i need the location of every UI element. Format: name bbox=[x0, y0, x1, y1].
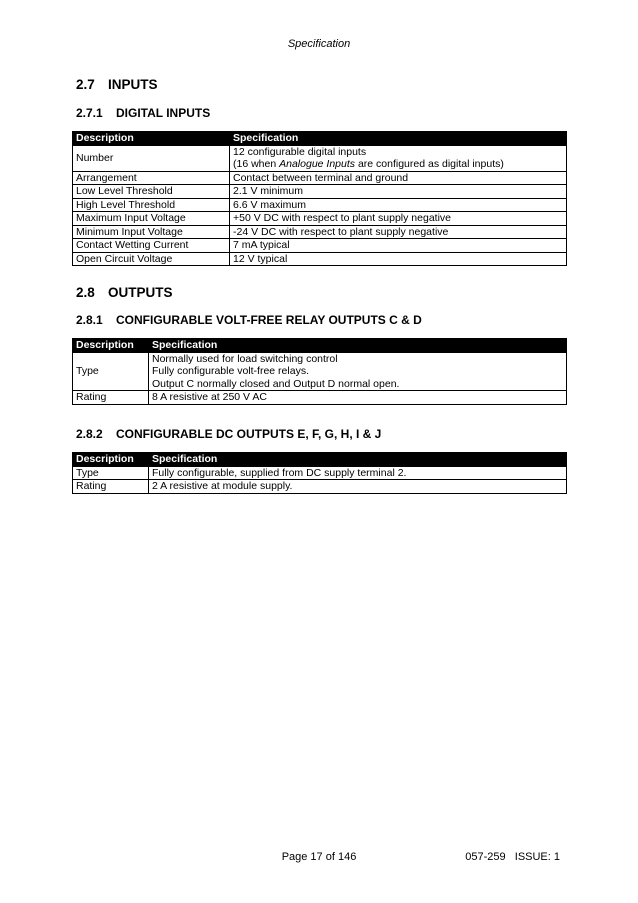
row-specification: 6.6 V maximum bbox=[230, 198, 567, 212]
subsection-number: 2.8.2 bbox=[76, 427, 103, 441]
row-specification bbox=[230, 145, 567, 171]
table-row bbox=[73, 212, 567, 226]
row-description: Number bbox=[73, 145, 230, 171]
row-description: Low Level Threshold bbox=[73, 185, 230, 199]
document-issue: 057-259 ISSUE: 1 bbox=[465, 851, 560, 863]
dc-outputs-table bbox=[72, 452, 567, 494]
column-header-description: Description bbox=[73, 132, 230, 146]
row-description: Open Circuit Voltage bbox=[73, 252, 230, 266]
table-row bbox=[73, 352, 567, 391]
table-row bbox=[73, 185, 567, 199]
row-description: Arrangement bbox=[73, 171, 230, 185]
row-specification: +50 V DC with respect to plant supply negative bbox=[230, 212, 567, 226]
spec-italic-text: Analogue Inputs bbox=[279, 158, 356, 170]
subsection-title: CONFIGURABLE DC OUTPUTS E, F, G, H, I & J bbox=[116, 427, 382, 441]
table-row bbox=[73, 252, 567, 266]
row-specification: 2.1 V minimum bbox=[230, 185, 567, 199]
subsection-heading-digital-inputs bbox=[76, 106, 210, 120]
column-header-specification: Specification bbox=[149, 339, 567, 353]
row-specification: 7 mA typical bbox=[230, 239, 567, 253]
digital-inputs-table bbox=[72, 131, 567, 266]
table-row bbox=[73, 198, 567, 212]
section-heading-outputs bbox=[76, 285, 173, 300]
row-specification: -24 V DC with respect to plant supply negative bbox=[230, 225, 567, 239]
table-row bbox=[73, 480, 567, 494]
row-description: Rating bbox=[73, 391, 149, 405]
subsection-number: 2.8.1 bbox=[76, 313, 103, 327]
table-row bbox=[73, 225, 567, 239]
table-header-row bbox=[73, 132, 567, 146]
spec-line-mixed bbox=[233, 158, 563, 171]
row-description: Contact Wetting Current bbox=[73, 239, 230, 253]
subsection-number: 2.7.1 bbox=[76, 106, 103, 120]
subsection-title: CONFIGURABLE VOLT-FREE RELAY OUTPUTS C & D bbox=[116, 313, 422, 327]
page-header: Specification bbox=[287, 38, 351, 50]
section-number: 2.7 bbox=[76, 77, 95, 92]
spec-text: are configured as digital inputs) bbox=[355, 158, 504, 170]
spec-text: (16 when bbox=[233, 158, 280, 170]
row-specification: 8 A resistive at 250 V AC bbox=[149, 391, 567, 405]
table-row bbox=[73, 466, 567, 480]
table-row bbox=[73, 171, 567, 185]
column-header-description: Description bbox=[73, 453, 149, 467]
table-row bbox=[73, 239, 567, 253]
table-header-row bbox=[73, 339, 567, 353]
spec-line: Output C normally closed and Output D normal open. bbox=[152, 377, 400, 390]
section-title: INPUTS bbox=[108, 77, 158, 92]
column-header-specification: Specification bbox=[149, 453, 567, 467]
row-specification: Contact between terminal and ground bbox=[230, 171, 567, 185]
row-specification: 2 A resistive at module supply. bbox=[149, 480, 567, 494]
subsection-heading-dc-outputs bbox=[76, 427, 381, 441]
column-header-description: Description bbox=[73, 339, 149, 353]
row-description: Rating bbox=[73, 480, 149, 494]
spec-line: 12 configurable digital inputs bbox=[233, 145, 367, 158]
section-number: 2.8 bbox=[76, 285, 95, 300]
row-specification: Fully configurable, supplied from DC supply terminal 2. bbox=[149, 466, 567, 480]
page-number: Page 17 of 146 bbox=[281, 851, 357, 863]
spec-line: Normally used for load switching control bbox=[152, 352, 338, 365]
table-header-row bbox=[73, 453, 567, 467]
relay-outputs-table bbox=[72, 338, 567, 405]
row-specification bbox=[149, 352, 567, 391]
table-row bbox=[73, 391, 567, 405]
subsection-title: DIGITAL INPUTS bbox=[116, 106, 211, 120]
row-description: Type bbox=[73, 352, 149, 391]
row-specification: 12 V typical bbox=[230, 252, 567, 266]
table-row bbox=[73, 145, 567, 171]
row-description: Maximum Input Voltage bbox=[73, 212, 230, 226]
column-header-specification: Specification bbox=[230, 132, 567, 146]
section-title: OUTPUTS bbox=[108, 285, 173, 300]
row-description: Type bbox=[73, 466, 149, 480]
subsection-heading-relay-outputs bbox=[76, 313, 422, 327]
section-heading-inputs bbox=[76, 77, 158, 92]
spec-line: Fully configurable volt-free relays. bbox=[152, 365, 309, 377]
row-description: Minimum Input Voltage bbox=[73, 225, 230, 239]
row-description: High Level Threshold bbox=[73, 198, 230, 212]
